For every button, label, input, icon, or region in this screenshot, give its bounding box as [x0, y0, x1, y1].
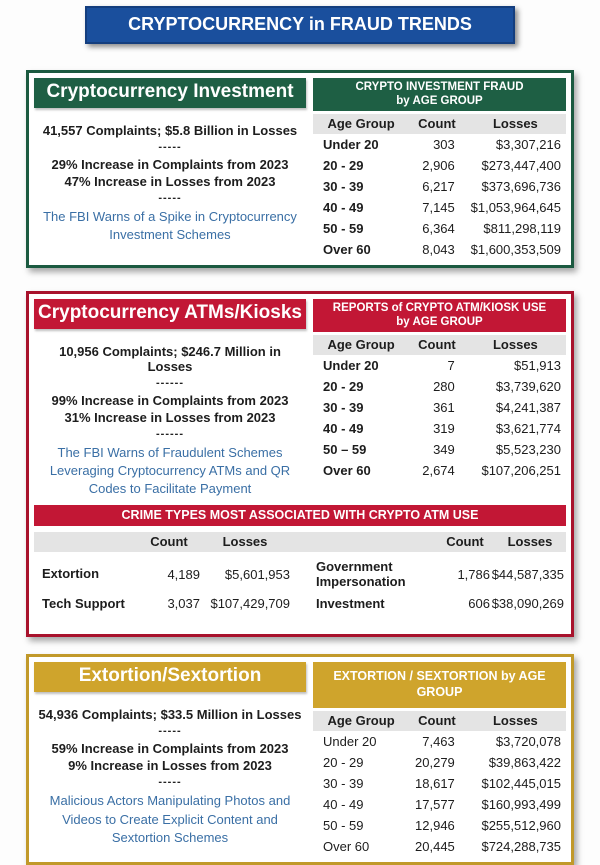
header-losses: Losses	[465, 335, 566, 355]
atm-complaints-losses: 10,956 Complaints; $246.7 Million in Losses	[59, 344, 281, 375]
separator: ------	[156, 377, 184, 390]
header-age-group: Age Group	[313, 335, 409, 355]
crime-types-title: CRIME TYPES MOST ASSOCIATED WITH CRYPTO ATM USE	[34, 505, 566, 526]
atm-age-table	[313, 335, 566, 481]
section-crypto-atms	[26, 291, 574, 637]
age-row: Over 60 8,043 $1,600,353,509	[323, 242, 561, 258]
age-row: Over 60 2,674 $107,206,251	[323, 463, 561, 479]
age-row: Over 60 20,445 $724,288,735	[323, 838, 561, 854]
crime-types-rows	[34, 559, 566, 612]
investment-table-panel	[313, 78, 566, 260]
investment-fbi-warning-link[interactable]: The FBI Warns of a Spike in Cryptocurrency Investment Schemes	[43, 209, 297, 243]
header-age-group: Age Group	[313, 711, 409, 731]
investment-complaints-increase: 29% Increase in Complaints from 2023	[51, 157, 289, 172]
age-table-header-row	[313, 114, 566, 134]
investment-complaints-losses: 41,557 Complaints; $5.8 Billion in Losses	[42, 123, 298, 138]
atm-stats	[34, 344, 306, 499]
separator: -----	[158, 141, 182, 153]
section-extortion-sextortion	[26, 654, 574, 865]
age-table-header-row	[313, 711, 566, 731]
crime-count: 4,189	[167, 566, 200, 582]
crime-label: Extortion	[42, 566, 100, 582]
crime-losses: $5,601,953	[224, 566, 290, 582]
extortion-warning-link[interactable]: Malicious Actors Manipulating Photos and Videos to Create Explicit Content and Sextortion Schemes	[49, 793, 291, 845]
header-losses: Losses	[507, 533, 553, 549]
investment-stats	[34, 123, 306, 244]
crime-count: 3,037	[167, 596, 200, 612]
extortion-age-table	[313, 711, 566, 857]
age-table-header-row	[313, 335, 566, 355]
header-count: Count	[446, 533, 484, 549]
extortion-losses-increase: 9% Increase in Losses from 2023	[68, 758, 272, 774]
header-losses: Losses	[222, 533, 268, 549]
age-row: 30 - 39 361 $4,241,387	[323, 400, 561, 416]
atm-fbi-warning-link[interactable]: The FBI Warns of Fraudulent Schemes Leveraging Cryptocurrency ATMs and QR Codes to Facilitate Payment	[49, 445, 291, 497]
separator: -----	[158, 192, 182, 204]
page-title-banner	[85, 6, 515, 44]
investment-table-title: CRYPTO INVESTMENT FRAUD by AGE GROUP	[313, 78, 566, 111]
atm-losses-increase: 31% Increase in Losses from 2023	[64, 410, 276, 426]
crime-label: Investment	[316, 595, 385, 611]
extortion-left-panel	[34, 662, 306, 857]
crime-losses: $38,090,269	[491, 596, 564, 612]
crime-count: 1,786	[457, 566, 490, 582]
investment-age-table	[313, 114, 566, 260]
crime-row	[34, 559, 570, 590]
age-row: Under 20 7 $51,913	[323, 358, 561, 374]
atm-left-panel	[34, 299, 306, 499]
header-count: Count	[409, 335, 465, 355]
investment-left-panel	[34, 78, 306, 260]
atm-table-panel	[313, 299, 566, 499]
header-count: Count	[150, 533, 188, 549]
extortion-stats	[34, 707, 306, 847]
header-losses: Losses	[465, 711, 566, 731]
age-row: 20 - 29 280 $3,739,620	[323, 379, 561, 395]
header-age-group: Age Group	[313, 114, 409, 134]
header-losses: Losses	[465, 114, 566, 134]
separator: -----	[158, 725, 182, 738]
atm-complaints-increase: 99% Increase in Complaints from 2023	[51, 393, 289, 409]
atm-section-title: Cryptocurrency ATMs/Kiosks	[34, 299, 306, 329]
age-row: 40 - 49 7,145 $1,053,964,645	[323, 200, 561, 216]
crime-row	[34, 596, 570, 612]
age-row: 20 - 29 2,906 $273,447,400	[323, 158, 561, 174]
crime-types-header-row	[34, 532, 566, 552]
extortion-complaints-increase: 59% Increase in Complaints from 2023	[51, 741, 289, 757]
extortion-table-panel	[313, 662, 566, 857]
age-row: 20 - 29 20,279 $39,863,422	[323, 754, 561, 770]
crime-losses: $107,429,709	[210, 596, 290, 612]
crime-label: Government Impersonation	[316, 558, 406, 590]
age-row: 50 – 59 349 $5,523,230	[323, 442, 561, 458]
extortion-section-title: Extortion/Sextortion	[34, 662, 306, 692]
age-row: 40 - 49 319 $3,621,774	[323, 421, 561, 437]
header-count: Count	[409, 711, 465, 731]
extortion-table-title: EXTORTION / SEXTORTION by AGE GROUP	[313, 662, 566, 708]
crime-count: 606	[468, 596, 490, 612]
separator: ------	[156, 428, 184, 441]
header-count: Count	[409, 114, 465, 134]
separator: -----	[158, 776, 182, 789]
crime-losses: $44,587,335	[491, 566, 564, 582]
age-row: Under 20 303 $3,307,216	[323, 137, 561, 153]
atm-table-title: REPORTS of CRYPTO ATM/KIOSK USE by AGE GROUP	[313, 299, 566, 332]
investment-losses-increase: 47% Increase in Losses from 2023	[64, 174, 276, 189]
section-crypto-investment	[26, 70, 574, 268]
age-row: 30 - 39 6,217 $373,696,736	[323, 179, 561, 195]
age-row: 50 - 59 6,364 $811,298,119	[323, 221, 561, 237]
infographic-page	[0, 6, 600, 865]
investment-section-title: Cryptocurrency Investment	[34, 78, 306, 108]
age-row: 40 - 49 17,577 $160,993,499	[323, 796, 561, 812]
age-row: 50 - 59 12,946 $255,512,960	[323, 817, 561, 833]
age-row: Under 20 7,463 $3,720,078	[323, 733, 561, 749]
crime-label: Tech Support	[42, 595, 125, 611]
extortion-complaints-losses: 54,936 Complaints; $33.5 Million in Losses	[38, 707, 302, 723]
age-row: 30 - 39 18,617 $102,445,015	[323, 775, 561, 791]
page-title: CRYPTOCURRENCY in FRAUD TRENDS	[128, 14, 472, 34]
